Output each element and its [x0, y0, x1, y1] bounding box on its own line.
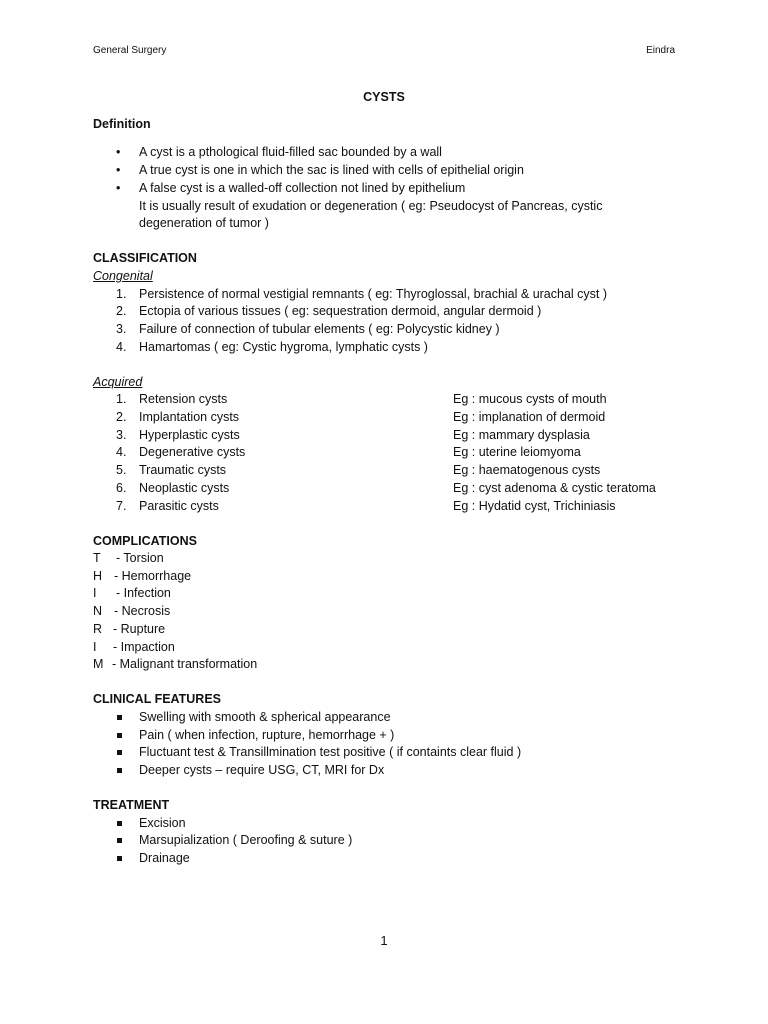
complication-letter: M	[93, 657, 104, 671]
congenital-number: 1.	[116, 287, 127, 301]
acquired-example: Eg : cyst adenoma & cystic teratoma	[453, 481, 656, 495]
treatment-heading: TREATMENT	[93, 798, 170, 812]
acquired-number: 3.	[116, 428, 127, 442]
header-right: Eindra	[646, 45, 675, 56]
clinical-features-heading: CLINICAL FEATURES	[93, 692, 222, 706]
acquired-number: 4.	[116, 445, 127, 459]
acquired-item: Parasitic cysts	[139, 499, 219, 513]
acquired-item: Traumatic cysts	[139, 463, 227, 477]
definition-bullet: A true cyst is one in which the sac is lined with cells of epithelial origin	[139, 163, 524, 177]
bullet-dot-icon: •	[116, 145, 121, 159]
congenital-number: 4.	[116, 340, 127, 354]
acquired-item: Degenerative cysts	[139, 445, 246, 459]
congenital-number: 2.	[116, 304, 127, 318]
treatment-item: Excision	[139, 816, 186, 830]
acquired-item: Hyperplastic cysts	[139, 428, 240, 442]
congenital-label: Congenital	[93, 269, 153, 283]
complication-text: - Impaction	[113, 640, 175, 654]
square-bullet-icon	[117, 750, 122, 755]
acquired-example: Eg : implanation of dermoid	[453, 410, 606, 424]
acquired-number: 1.	[116, 392, 127, 406]
complication-text: - Torsion	[116, 551, 164, 565]
clinical-item: Fluctuant test & Transillmination test positive ( if containts clear fluid )	[139, 745, 522, 759]
congenital-item: Hamartomas ( eg: Cystic hygroma, lymphatic cysts )	[139, 340, 428, 354]
definition-heading: Definition	[93, 117, 151, 131]
acquired-label: Acquired	[93, 375, 143, 389]
complication-letter: N	[93, 604, 103, 618]
acquired-example: Eg : haematogenous cysts	[453, 463, 601, 477]
square-bullet-icon	[117, 856, 122, 861]
acquired-number: 5.	[116, 463, 127, 477]
acquired-example: Eg : Hydatid cyst, Trichiniasis	[453, 499, 616, 513]
acquired-item: Implantation cysts	[139, 410, 240, 424]
complication-text: - Infection	[116, 586, 171, 600]
complication-letter: I	[93, 640, 97, 654]
classification-heading: CLASSIFICATION	[93, 251, 197, 265]
congenital-item: Ectopia of various tissues ( eg: sequestration dermoid, angular dermoid )	[139, 304, 542, 318]
square-bullet-icon	[117, 821, 122, 826]
complication-letter: I	[93, 586, 97, 600]
page-number: 1	[380, 933, 388, 948]
definition-continuation: degeneration of tumor )	[139, 216, 269, 230]
acquired-item: Retension cysts	[139, 392, 228, 406]
definition-bullet: A false cyst is a walled-off collection not lined by epithelium	[139, 181, 466, 195]
complication-text: - Necrosis	[114, 604, 171, 618]
bullet-dot-icon: •	[116, 163, 121, 177]
complication-text: - Hemorrhage	[114, 569, 192, 583]
clinical-item: Deeper cysts – require USG, CT, MRI for Dx	[139, 763, 385, 777]
clinical-item: Swelling with smooth & spherical appearance	[139, 710, 391, 724]
square-bullet-icon	[117, 715, 122, 720]
complication-letter: R	[93, 622, 103, 636]
page-title: CYSTS	[363, 90, 405, 104]
definition-bullet: A cyst is a pthological fluid-filled sac bounded by a wall	[139, 145, 442, 159]
treatment-item: Drainage	[139, 851, 190, 865]
complication-letter: H	[93, 569, 103, 583]
acquired-number: 7.	[116, 499, 127, 513]
acquired-example: Eg : mucous cysts of mouth	[453, 392, 607, 406]
header-left: General Surgery	[93, 45, 167, 56]
congenital-number: 3.	[116, 322, 127, 336]
complication-text: - Malignant transformation	[112, 657, 258, 671]
bullet-dot-icon: •	[116, 181, 121, 195]
clinical-item: Pain ( when infection, rupture, hemorrhage + )	[139, 728, 395, 742]
congenital-item: Persistence of normal vestigial remnants ( eg: Thyroglossal, brachial & urachal cyst )	[139, 287, 608, 301]
acquired-example: Eg : mammary dysplasia	[453, 428, 590, 442]
complications-heading: COMPLICATIONS	[93, 534, 197, 548]
acquired-number: 6.	[116, 481, 127, 495]
congenital-item: Failure of connection of tubular elements ( eg: Polycystic kidney )	[139, 322, 500, 336]
definition-continuation: It is usually result of exudation or degeneration ( eg: Pseudocyst of Pancreas, cystic	[139, 199, 603, 213]
treatment-item: Marsupialization ( Deroofing & suture )	[139, 833, 353, 847]
complication-letter: T	[93, 551, 101, 565]
square-bullet-icon	[117, 768, 122, 773]
acquired-item: Neoplastic cysts	[139, 481, 230, 495]
square-bullet-icon	[117, 838, 122, 843]
complication-text: - Rupture	[113, 622, 166, 636]
acquired-number: 2.	[116, 410, 127, 424]
square-bullet-icon	[117, 733, 122, 738]
acquired-example: Eg : uterine leiomyoma	[453, 445, 581, 459]
